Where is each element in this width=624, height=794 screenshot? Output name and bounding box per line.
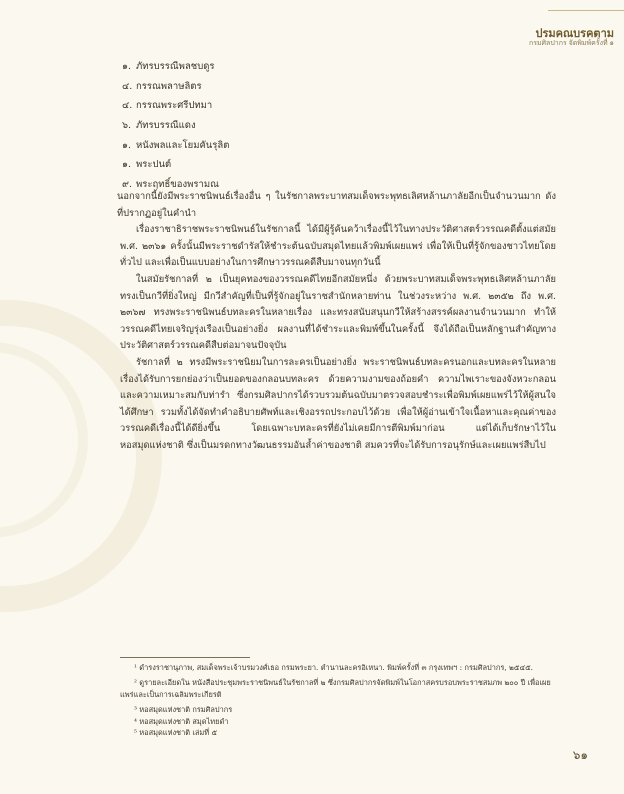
list-item xyxy=(122,57,229,77)
header-title: ปรมคณบรคตาม xyxy=(535,28,614,40)
body-paragraph: ในสมัยรัชกาลที่ ๒ เป็นยุคทองของวรรณคดีไทยอีกสมัยหนึ่ง ด้วยพระบาทสมเด็จพระพุทธเลิศหล้านภาลัยทรงเป็นกวีที่ยิ่งใหญ่ มีกวีสำคัญที่เป็นที่รู้จักอยู่ในราชสำนักหลายท่าน ในช่วงระหว่าง พ.ศ. ๒๓๕๒ ถึง พ.ศ. ๒๓๖๗ ทรงพระราชนิพนธ์บทละครในหลายเรื่อง และทรงสนับสนุนกวีให้สร้างสรรค์ผลงานจำนวนมาก ทำให้วรรณคดีไทยเจริญรุ่งเรืองเป็นอย่างยิ่ง ผลงานที่ได้ชำระและพิมพ์ขึ้นในครั้งนี้ จึงได้ถือเป็นหลักฐานสำคัญทางประวัติศาสตร์วรรณคดีสืบต่อมาจนปัจจุบัน xyxy=(120,273,556,352)
list-item xyxy=(122,96,229,116)
list-item-text: หนังพลและโยมคันรุลิต xyxy=(136,139,230,151)
list-item xyxy=(122,136,229,156)
list-item-number: ๔. xyxy=(122,80,133,92)
footnote: ¹ ดำรงราชานุภาพ, สมเด็จพระเจ้าบรมวงศ์เธอ กรมพระยา. ตำนานละครอิเหนา. พิมพ์ครั้งที่ ๓ กรุงเทพฯ : กรมศิลปากร, ๒๕๔๕. xyxy=(134,663,534,672)
list-item-text: ภัทรบรรณีพลชบดูร xyxy=(136,61,215,72)
list-item-number: ๙. xyxy=(122,179,132,191)
list-item xyxy=(122,155,229,175)
list-item-number: ๑. xyxy=(122,159,132,171)
footnote: ³ หอสมุดแห่งชาติ กรมศิลปากร xyxy=(134,705,233,715)
body-text xyxy=(117,189,556,455)
list-item-text: พระฤทธิ์ของพรามณ xyxy=(136,179,219,191)
list-item xyxy=(122,77,229,97)
page-number: ๖๑ xyxy=(572,748,588,762)
footnote: ⁵ หอสมุดแห่งชาติ เล่มที่ ๕ xyxy=(134,728,218,738)
body-paragraph: รัชกาลที่ ๒ ทรงมีพระราชนิยมในการละครเป็นอย่างยิ่ง พระราชนิพนธ์บทละครนอกและบทละครในหลายเรื่องได้รับการยกย่องว่าเป็นยอดของกลอนบทละคร ด้วยความงามของถ้อยคำ ความไพเราะของจังหวะกลอน และความเหมาะสมกับท่ารำ ซึ่งกรมศิลปากรได้รวบรวมต้นฉบับมาตรวจสอบชำระเพื่อพิมพ์เผยแพร่ไว้ให้ผู้สนใจได้ศึกษา รวมทั้งได้จัดทำคำอธิบายศัพท์และเชิงอรรถประกอบไว้ด้วย เพื่อให้ผู้อ่านเข้าใจเนื้อหาและคุณค่าของวรรณคดีเรื่องนี้ได้ดียิ่งขึ้น โดยเฉพาะบทละครที่ยังไม่เคยมีการตีพิมพ์มาก่อน แต่ได้เก็บรักษาไว้ในหอสมุดแห่งชาติ ซึ่งเป็นมรดกทางวัฒนธรรมอันล้ำค่าของชาติ สมควรที่จะได้รับการอนุรักษ์และเผยแพร่สืบไป xyxy=(120,356,556,451)
list-item-text: พระปนต์ xyxy=(136,159,172,171)
footnotes xyxy=(120,662,556,738)
list-item-number: ๖. xyxy=(122,120,132,132)
footnote: ² ดูรายละเอียดใน หนังสือประชุมพระราชนิพนธ์ในรัชกาลที่ ๒ ซึ่งกรมศิลปากรจัดพิมพ์ในโอกาสครบรอบพระราชสมภพ ๒๐๐ ปี เพื่อเผยแพร่และเป็นการเฉลิมพระเกียรติ xyxy=(120,678,551,699)
body-paragraph: เรื่องราชาธิราชพระราชนิพนธ์ในรัชกาลนี้ ได้มีผู้รู้ค้นคว้าเรื่องนี้ไว้ในทางประวัติศาสตร์วรรณคดีตั้งแต่สมัย พ.ศ. ๒๓๖๑ ครั้งนั้นมีพระราชดำรัสให้ชำระต้นฉบับสมุดไทยแล้วพิมพ์เผยแพร่ เพื่อให้เป็นที่รู้จักของชาวไทยโดยทั่วไป และเพื่อเป็นแบบอย่างในการศึกษาวรรณคดีสืบมาจนทุกวันนี้ xyxy=(120,224,556,269)
footnote-rule xyxy=(120,657,250,658)
list-item xyxy=(122,116,229,136)
running-header xyxy=(529,28,614,48)
body-paragraph: นอกจากนี้ยังมีพระราชนิพนธ์เรื่องอื่น ๆ ในรัชกาลพระบาทสมเด็จพระพุทธเลิศหล้านภาลัยอีกเป็นจำนวนมาก ดังที่ปรากฏอยู่ในคำนำ xyxy=(117,191,556,219)
numbered-list xyxy=(122,57,229,195)
header-rule xyxy=(548,10,624,11)
list-item-number: ๑. xyxy=(122,61,132,72)
list-item-number: ๔. xyxy=(122,100,133,112)
list-item-text: กรรณพระศรีปทมา xyxy=(136,100,213,112)
list-item-text: ภัทรบรรณีแดง xyxy=(136,120,196,132)
list-item-number: ๑. xyxy=(122,139,132,151)
footnote: ⁴ หอสมุดแห่งชาติ สมุดไทยดำ xyxy=(134,716,229,726)
list-item-text: กรรณพลาษลิตร xyxy=(136,80,202,92)
header-subtitle: กรมศิลปากร จัดพิมพ์ครั้งที่ ๑ xyxy=(528,40,614,48)
